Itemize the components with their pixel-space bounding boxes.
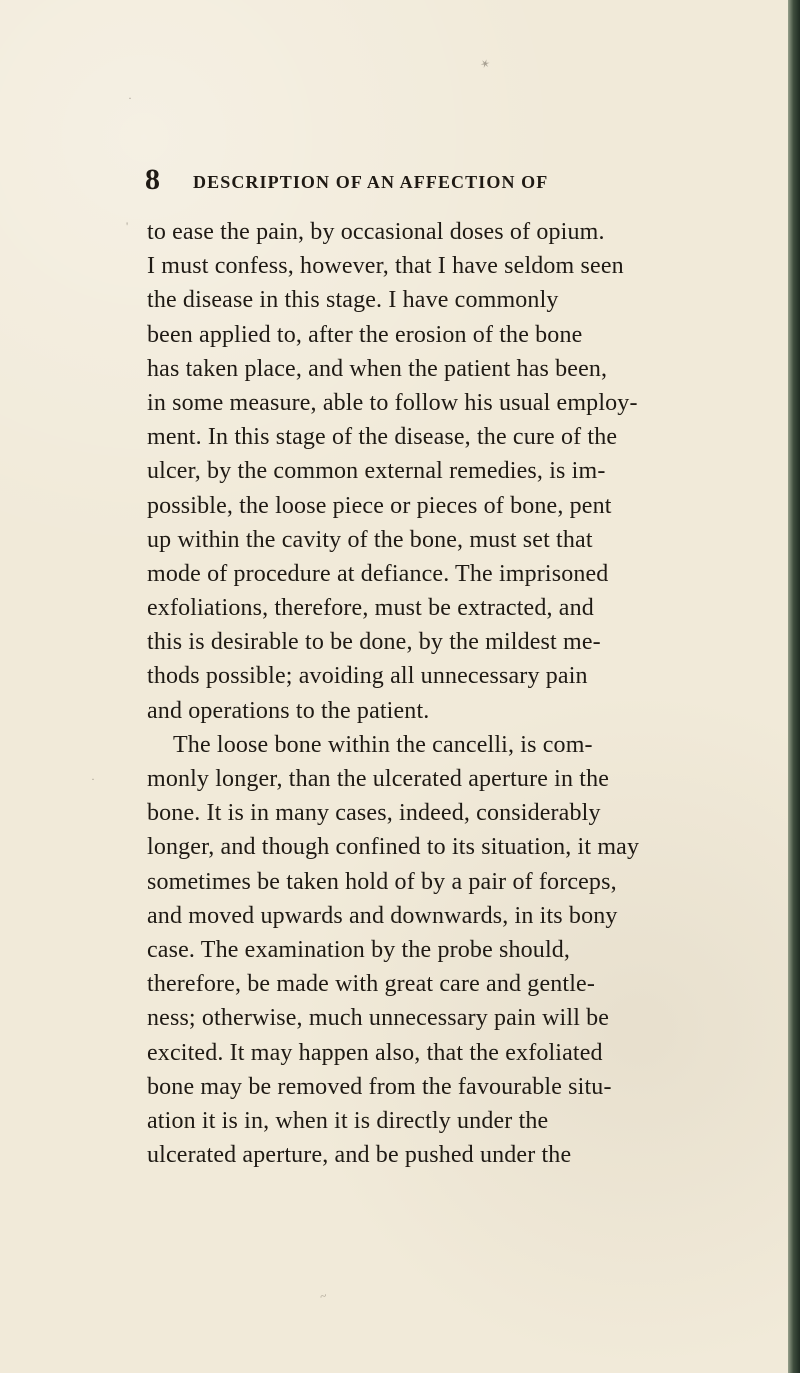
page-number: 8 [145, 163, 160, 196]
text-line: ulcer, by the common external remedies, is im- [147, 458, 606, 485]
paper-speck: · [128, 91, 132, 105]
text-line: bone. It is in many cases, indeed, considerably [147, 800, 601, 827]
paper-speck: ' [126, 219, 129, 233]
text-line: ation it is in, when it is directly under the [147, 1107, 549, 1134]
text-line: longer, and though confined to its situation, it may [147, 834, 640, 861]
text-line: to ease the pain, by occasional doses of opium. [147, 219, 605, 245]
page-edge-shadow [788, 0, 800, 1373]
text-line: sometimes be taken hold of by a pair of forceps, [147, 868, 617, 895]
text-line: monly longer, than the ulcerated aperture in the [147, 766, 610, 792]
text-line: I must confess, however, that I have seldom seen [147, 253, 624, 280]
body-text [147, 215, 692, 1172]
text-line: been applied to, after the erosion of the bone [147, 321, 583, 348]
text-line: ment. In this stage of the disease, the cure of the [147, 424, 618, 451]
text-line: case. The examination by the probe should, [147, 936, 571, 963]
text-line: ness; otherwise, much unnecessary pain will be [147, 1005, 610, 1032]
text-line: mode of procedure at defiance. The imprisoned [147, 560, 609, 587]
running-head-title: DESCRIPTION OF AN AFFECTION OF [193, 172, 549, 192]
text-line: exfoliations, therefore, must be extracted, and [147, 595, 594, 622]
text-line: therefore, be made with great care and gentle- [147, 971, 595, 998]
text-line: thods possible; avoiding all unnecessary pain [147, 663, 588, 690]
text-line: bone may be removed from the favourable situ- [147, 1073, 612, 1100]
text-line: and operations to the patient. [147, 697, 430, 724]
text-line: in some measure, able to follow his usual employ- [147, 389, 638, 416]
text-line: has taken place, and when the patient has been, [147, 355, 608, 382]
text-line: up within the cavity of the bone, must set that [147, 526, 593, 553]
text-line: this is desirable to be done, by the mildest me- [147, 629, 601, 656]
text-line: the disease in this stage. I have commonly [147, 287, 559, 314]
paper-speck: ~ [317, 1288, 329, 1304]
paper-speck: ✶ [478, 55, 492, 73]
running-head [145, 163, 685, 206]
text-line-paragraph-start: The loose bone within the cancelli, is com- [173, 731, 593, 758]
text-line: and moved upwards and downwards, in its bony [147, 902, 618, 929]
paper-speck: · [91, 772, 95, 786]
text-line: possible, the loose piece or pieces of bone, pent [147, 492, 612, 519]
text-line: ulcerated aperture, and be pushed under the [147, 1142, 572, 1169]
text-line: excited. It may happen also, that the exfoliated [147, 1039, 603, 1066]
